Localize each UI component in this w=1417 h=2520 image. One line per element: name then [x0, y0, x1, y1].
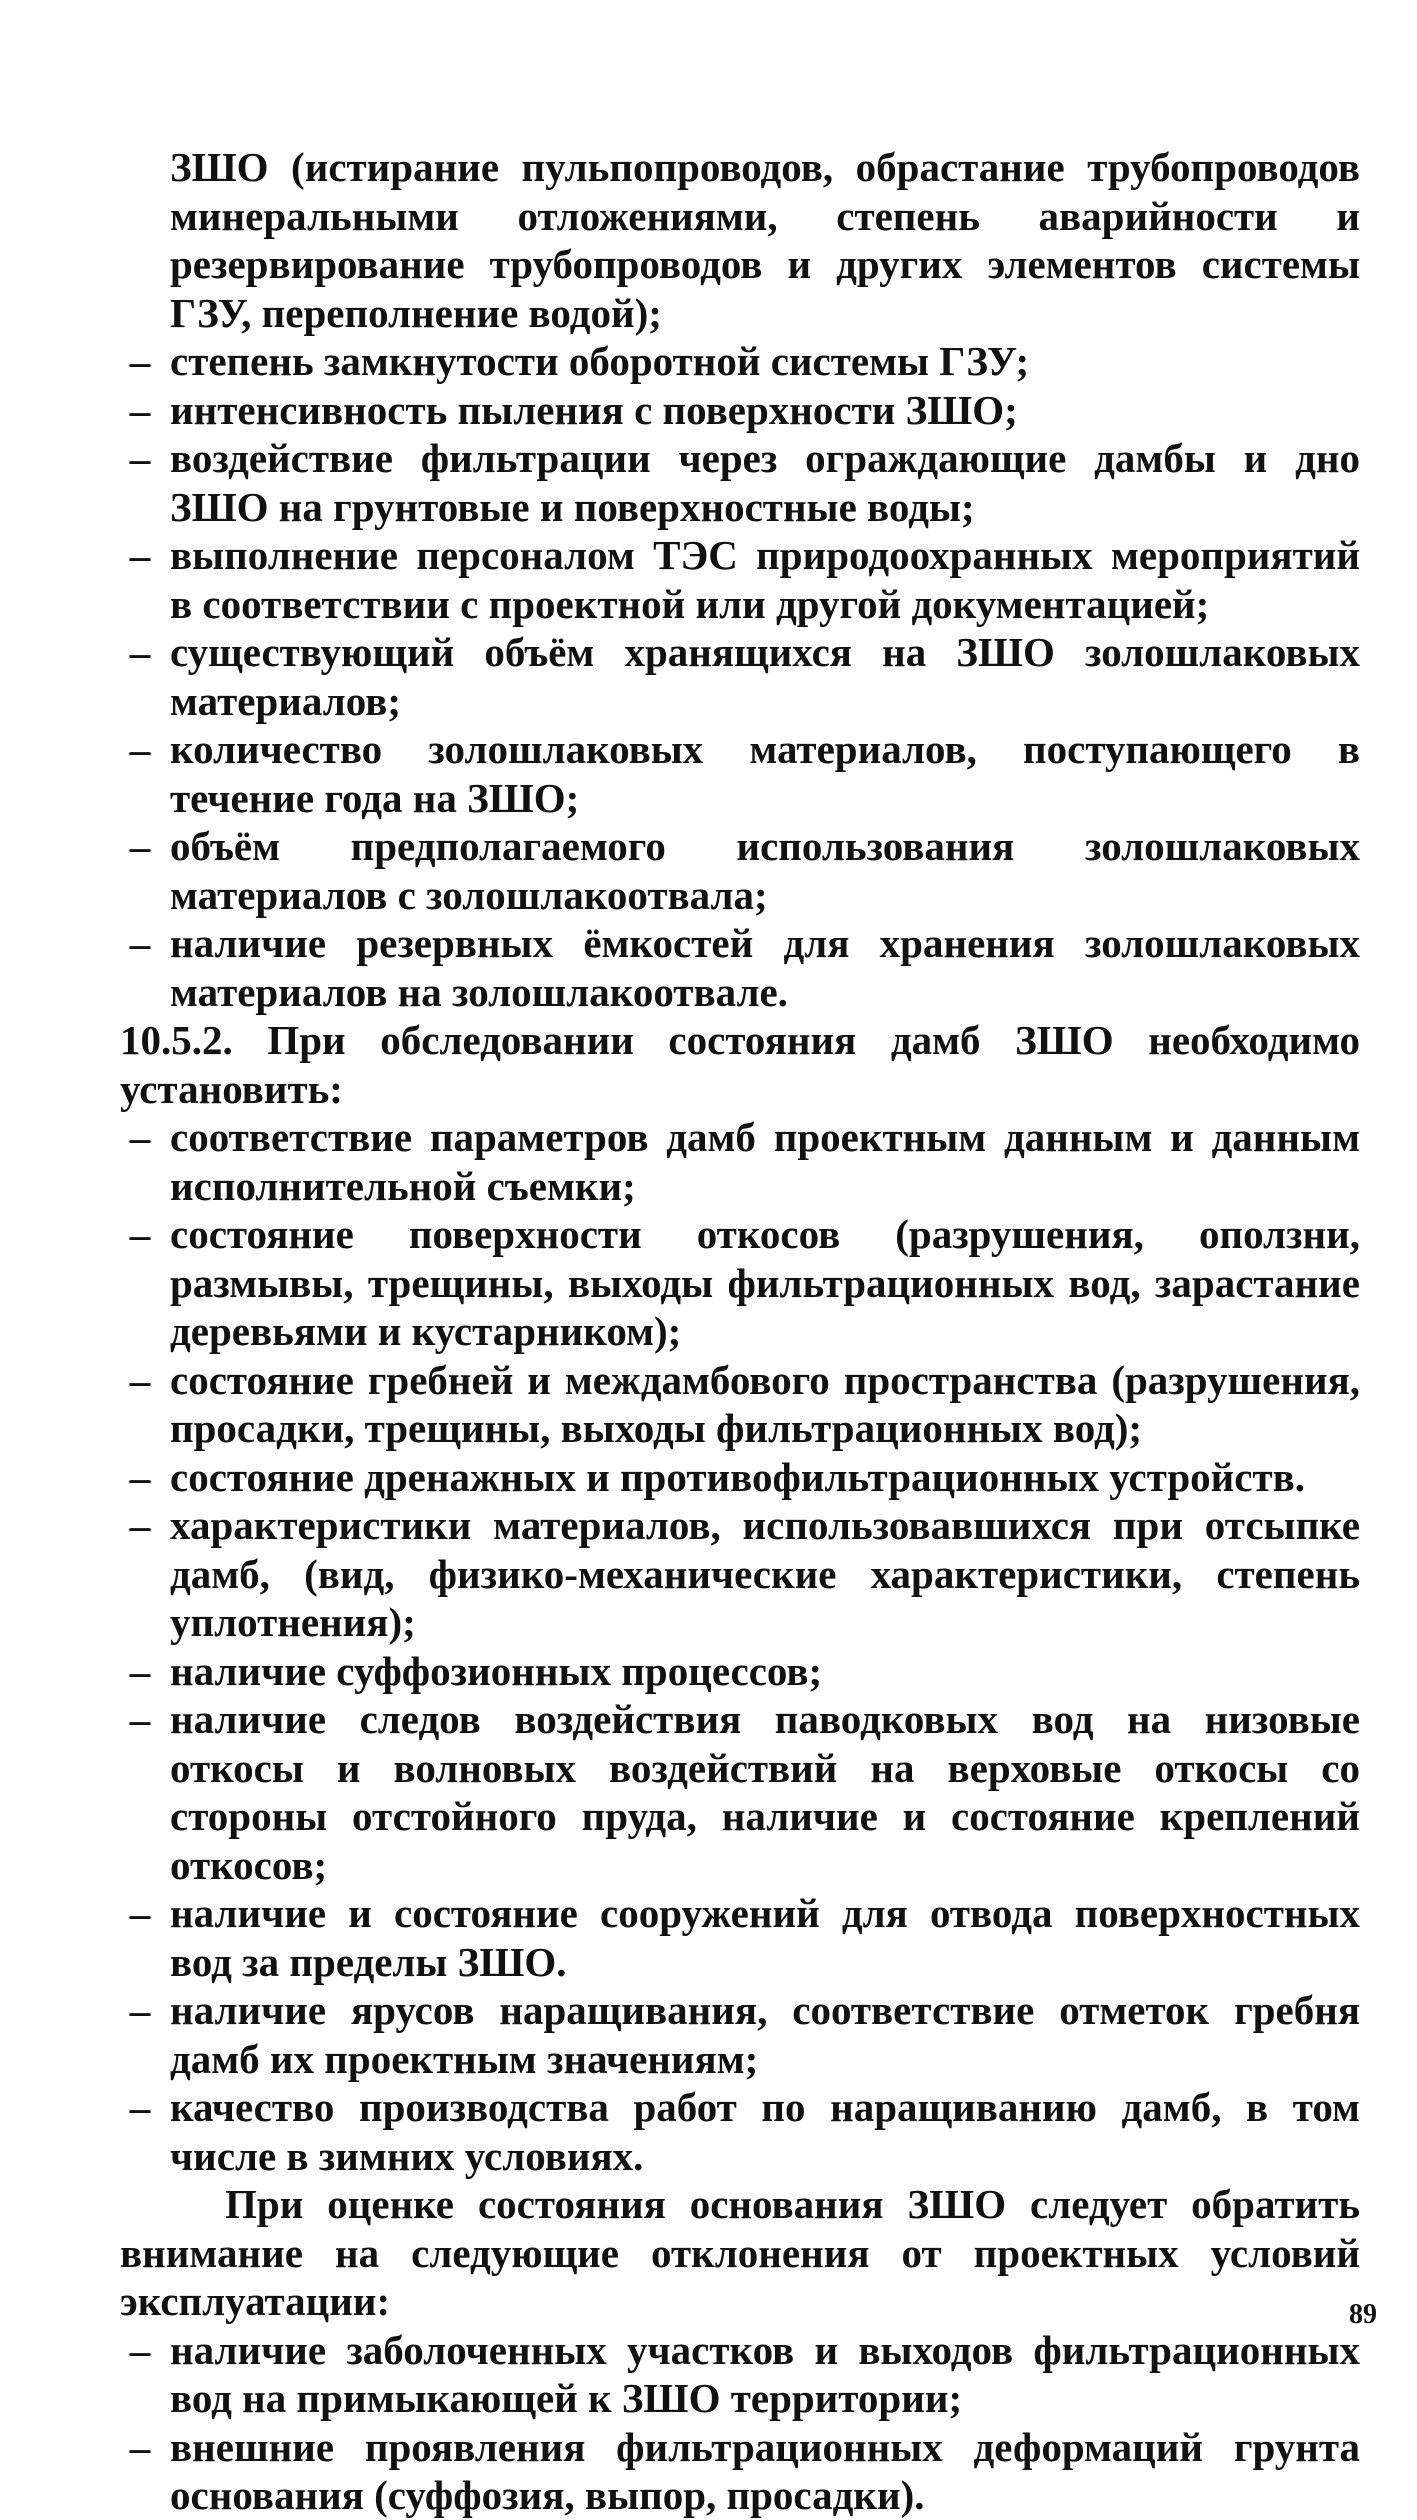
- bullet-list-1: [120, 337, 1360, 1016]
- bullet-list-3: [120, 2326, 1360, 2520]
- dash-marker: –: [129, 1890, 151, 1936]
- dash-marker: –: [129, 435, 151, 481]
- list-item: – наличие и состояние сооружений для отвода поверхностных вод за пределы ЗШО.: [120, 1889, 1360, 1986]
- dash-marker: –: [129, 1356, 151, 1403]
- list-item: – воздействие фильтрации через ограждающие дамбы и дно ЗШО на грунтовые и поверхностные воды;: [120, 434, 1360, 531]
- list-item: – состояние поверхности откосов (разрушения, оползни, размывы, трещины, выходы фильтрационных вод, зарастание деревьями и кустарником);: [120, 1210, 1360, 1356]
- section-heading: [120, 1016, 1360, 1113]
- list-item: – наличие заболоченных участков и выходов фильтрационных вод на примыкающей к ЗШО территории;: [120, 2326, 1360, 2423]
- bullet-list-2: [120, 1113, 1360, 2180]
- dash-marker: –: [129, 823, 151, 869]
- list-item: – характеристики материалов, использовавшихся при отсыпке дамб, (вид, физико-механические характеристики, степень уплотнения);: [120, 1501, 1360, 1647]
- dash-marker: –: [129, 1696, 151, 1742]
- dash-marker: –: [129, 2084, 151, 2130]
- list-item: – соответствие параметров дамб проектным данным и данным исполнительной съемки;: [120, 1113, 1360, 1210]
- dash-marker: –: [129, 1647, 151, 1694]
- dash-marker: –: [129, 726, 151, 772]
- dash-marker: –: [129, 386, 151, 433]
- list-item: – существующий объём хранящихся на ЗШО золошлаковых материалов;: [120, 628, 1360, 725]
- dash-marker: –: [129, 629, 151, 675]
- list-item: – наличие следов воздействия паводковых вод на низовые откосы и волновых воздействий на верховые откосы со стороны отстойного пруда, наличие и состояние креплений откосов;: [120, 1695, 1360, 1889]
- dash-marker: –: [129, 1211, 151, 1257]
- dash-marker: –: [129, 920, 151, 966]
- dash-marker: –: [129, 2423, 151, 2470]
- section-number: 10.5.2.: [120, 1017, 233, 1063]
- dash-marker: –: [129, 338, 151, 384]
- body-paragraph: При оценке состояния основания ЗШО следует обратить внимание на следующие отклонения от проектных условий эксплуатации:: [120, 2181, 1360, 2324]
- list-item: – наличие суффозионных процессов;: [120, 1647, 1360, 1696]
- dash-marker: –: [129, 1987, 151, 2033]
- list-item: – качество производства работ по наращиванию дамб, в том числе в зимних условиях.: [120, 2083, 1360, 2180]
- list-item: – интенсивность пыления с поверхности ЗШО;: [120, 386, 1360, 435]
- list-item: – наличие резервных ёмкостей для хранения золошлаковых материалов на золошлакоотвале.: [120, 919, 1360, 1016]
- dash-marker: –: [129, 532, 151, 578]
- dash-marker: –: [129, 1502, 151, 1548]
- continuation-text: ЗШО (истирание пульпопроводов, обрастание трубопроводов минеральными отложениями, степень аварийности и резервирование трубопроводов и других элементов системы ГЗУ, переполнение водой);: [170, 144, 1360, 336]
- list-item: – внешние проявления фильтрационных деформаций грунта основания (суффозия, выпор, просадки).: [120, 2423, 1360, 2520]
- page-body: [120, 143, 1360, 2520]
- list-item: – количество золошлаковых материалов, поступающего в течение года на ЗШО;: [120, 725, 1360, 822]
- list-item: – состояние гребней и междамбового пространства (разрушения, просадки, трещины, выходы фильтрационных вод);: [120, 1356, 1360, 1453]
- page-number: 89: [1349, 2299, 1377, 2330]
- list-item: – объём предполагаемого использования золошлаковых материалов с золошлакоотвала;: [120, 822, 1360, 919]
- list-item: – степень замкнутости оборотной системы ГЗУ;: [120, 337, 1360, 386]
- list-item: – наличие ярусов наращивания, соответствие отметок гребня дамб их проектным значениям;: [120, 1986, 1360, 2083]
- dash-marker: –: [129, 2326, 151, 2373]
- dash-marker: –: [129, 1114, 151, 1160]
- section-text: При обследовании состояния дамб ЗШО необходимо установить:: [120, 1017, 1361, 1112]
- list-item: – состояние дренажных и противофильтрационных устройств.: [120, 1453, 1360, 1502]
- list-item: – выполнение персоналом ТЭС природоохранных мероприятий в соответствии с проектной или другой документацией;: [120, 531, 1360, 628]
- dash-marker: –: [129, 1453, 151, 1500]
